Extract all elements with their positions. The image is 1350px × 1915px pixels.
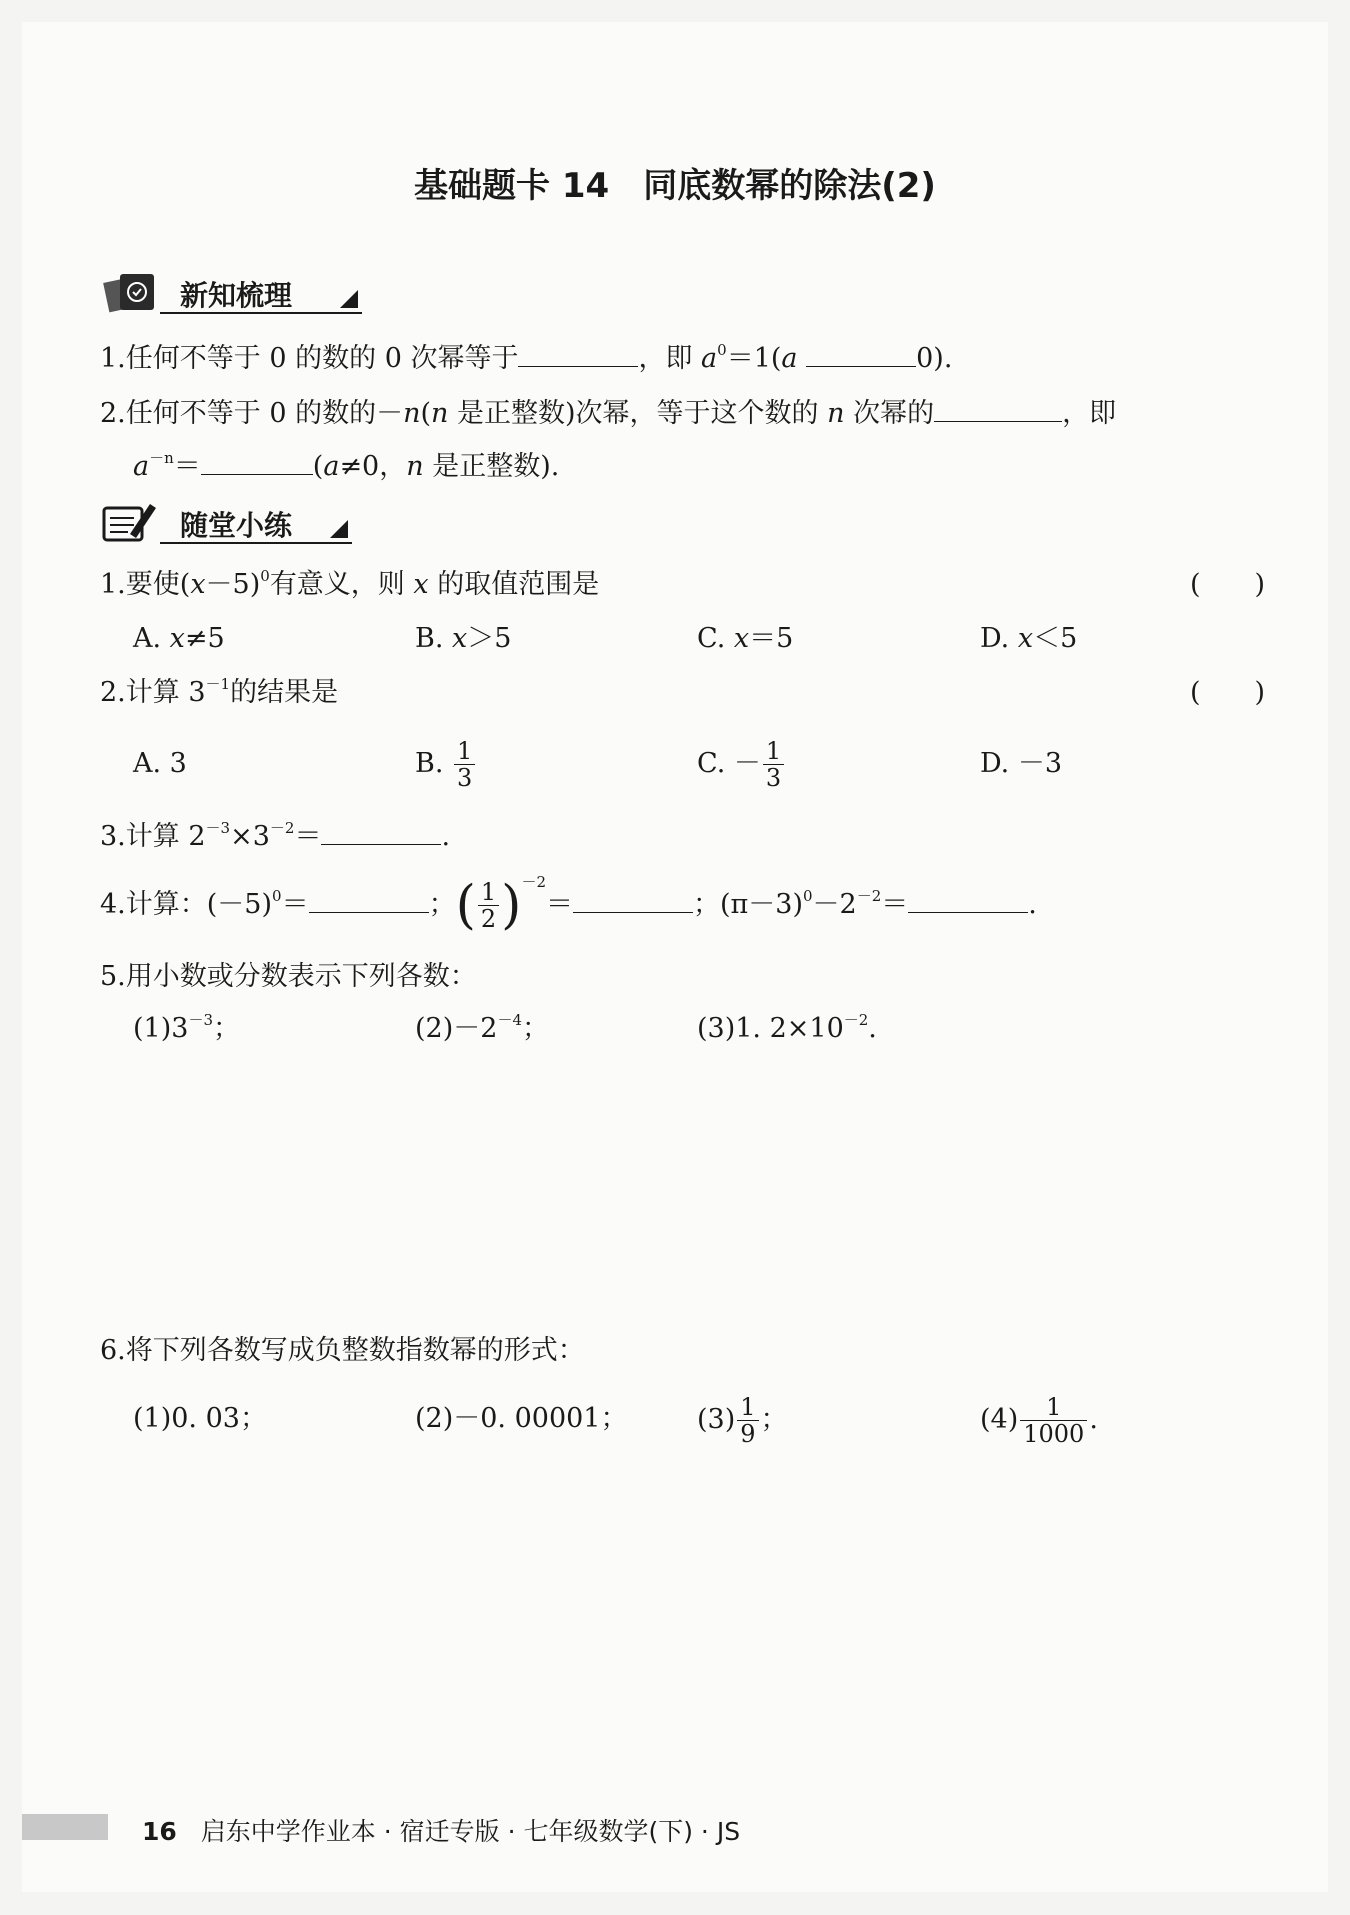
answer-blank[interactable]: [321, 818, 441, 845]
question-1: 1.要使$(x-5)^0$有意义，则 x 的取值范围是: [100, 567, 600, 600]
fraction: $\frac{1}{3}$: [454, 738, 475, 791]
section-header-knowledge: [100, 270, 362, 314]
question-6: 6.将下列各数写成负整数指数幂的形式：: [100, 1335, 585, 1366]
question-3: 3.计算 $2^{-3}\times 3^{-2}=$ .: [100, 819, 451, 852]
section-header-practice: [100, 500, 352, 544]
q6-part-1: (1)0. 03；: [133, 1403, 267, 1434]
triangle-marker-icon: [330, 520, 348, 538]
knowledge-item-2-line2: $a^{-n}= (a\ne 0$，n 是正整数).: [133, 449, 560, 482]
fraction: $\frac{1}{9}$: [737, 1394, 758, 1447]
fraction: $\frac{1}{1000}$: [1020, 1394, 1087, 1447]
option-d[interactable]: D. x＜5: [980, 623, 1078, 654]
page-number: 16: [142, 1817, 177, 1846]
option-b[interactable]: B. x＞5: [415, 623, 512, 654]
triangle-marker-icon: [340, 290, 358, 308]
answer-blank[interactable]: [518, 340, 638, 367]
option-c[interactable]: C. － $\frac{1}{3}$: [697, 732, 786, 796]
q6-part-3: (3) $\frac{1}{9}$ ；: [697, 1393, 788, 1448]
page-footer: [142, 1812, 740, 1848]
answer-blank[interactable]: [309, 886, 429, 913]
section-label-practice: 随堂小练: [180, 509, 293, 542]
option-a[interactable]: A. 3: [133, 748, 187, 779]
section-label-knowledge: 新知梳理: [180, 279, 293, 312]
q5-work-area[interactable]: [100, 1060, 1280, 1320]
fraction: $\frac{1}{2}$: [478, 879, 499, 932]
option-a[interactable]: A. x≠5: [133, 623, 225, 654]
footer-gray-bar: [22, 1814, 108, 1840]
answer-blank[interactable]: [201, 448, 313, 475]
section-underline: [160, 312, 362, 314]
knowledge-item-2: 2.任何不等于 0 的数的－n(n 是正整数)次幂，等于这个数的 n 次幂的 ，即: [100, 395, 1116, 431]
answer-bracket[interactable]: ( ): [1190, 677, 1266, 708]
answer-blank[interactable]: [934, 395, 1062, 422]
question-2: 2.计算 $3^{-1}$的结果是: [100, 675, 339, 708]
option-d[interactable]: D. －3: [980, 748, 1063, 779]
page-title: 基础题卡 14 同底数幂的除法(2): [414, 166, 936, 206]
knowledge-item-1: 1.任何不等于 0 的数的 0 次幂等于 ，即 $a^0=1(a$ 0).: [100, 341, 953, 374]
answer-blank[interactable]: [806, 340, 916, 367]
book-title: 启东中学作业本 · 宿迁专版 · 七年级数学(下) · JS: [200, 1817, 741, 1846]
answer-blank[interactable]: [908, 886, 1028, 913]
q6-part-2: (2)－0. 00001；: [415, 1403, 628, 1434]
section-underline: [160, 542, 352, 544]
notebook-pencil-icon: [100, 500, 160, 544]
answer-bracket[interactable]: ( ): [1190, 569, 1266, 600]
question-5: 5.用小数或分数表示下列各数：: [100, 961, 477, 992]
option-c[interactable]: C. x＝5: [697, 623, 794, 654]
q6-part-4: (4) $\frac{1}{1000}$ .: [980, 1393, 1098, 1448]
cards-icon: [100, 270, 162, 314]
option-b[interactable]: B. $\frac{1}{3}$: [415, 732, 477, 796]
q5-part-1: $(1)3^{-3}$；: [133, 1011, 240, 1044]
q5-part-2: $(2)-2^{-4}$；: [415, 1011, 549, 1044]
q5-part-3: (3)1. $2\times 10^{-2}$.: [697, 1011, 877, 1044]
fraction: $\frac{1}{3}$: [763, 738, 784, 791]
question-4: 4.计算：$(-5)^0=$ ；( $\frac{1}{2}$ )$^{-2}$＝ ；$(\pi-3)^0-2^{-2}=$ .: [100, 873, 1037, 936]
answer-blank[interactable]: [573, 886, 693, 913]
